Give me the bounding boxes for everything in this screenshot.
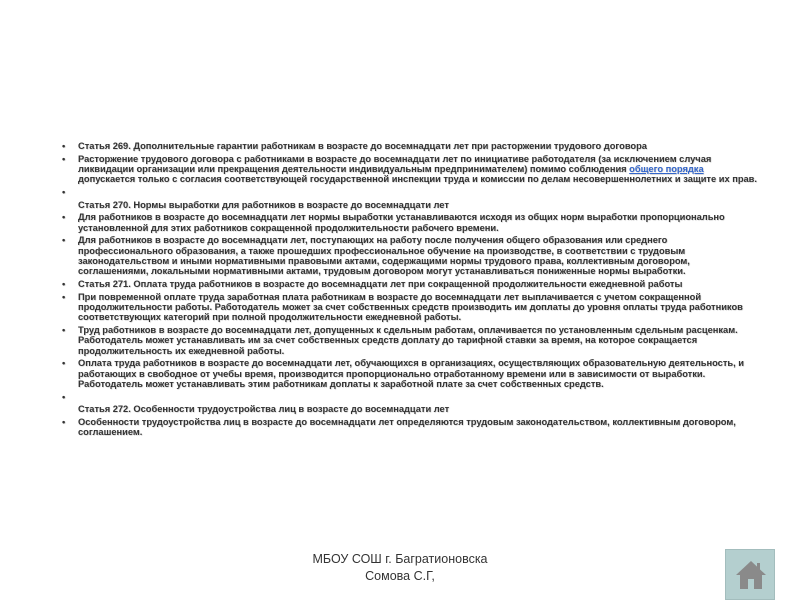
- list-item-text: Статья 271. Оплата труда работников в возрасте до восемнадцати лет при сокращенной продолжительности ежедневной работы: [78, 278, 683, 289]
- list-item-text: Оплата труда работников в возрасте до восемнадцати лет, обучающихся в организациях, осуществляющих образовательную деятельность, и работающих в свободное от учебы время, производится пропорционально отработанному времени или в зависимости от выработки. Работодатель может устанавливать этим работникам доплаты к заработной плате за счет собственных средств.: [78, 358, 744, 390]
- list-item: [62, 325, 762, 356]
- bullet: •: [62, 141, 66, 151]
- list-item-text-continued: допускается только с согласия соответствующей государственной инспекции труда и комиссии по делам несовершеннолетних и защите их прав.: [78, 174, 757, 185]
- list-item-text: Расторжение трудового договора с работниками в возрасте до восемнадцати лет по инициативе работодателя (за исключением случая ликвидации организации или прекращения деятельности индивидуальным предпринимателем) помимо соблюдения: [78, 153, 712, 174]
- list-item-empty: [62, 187, 762, 197]
- list-item-text: Для работников в возрасте до восемнадцати лет нормы выработки устанавливаются исходя из общих норм выработки пропорционально установленной для этих работников сокращенной продолжительности рабочего времени.: [78, 212, 725, 233]
- bullet: •: [62, 324, 66, 335]
- list-item-text: Статья 269. Дополнительные гарантии работникам в возрасте до восемнадцати лет при расторжении трудового договора: [78, 141, 647, 151]
- bullet: •: [62, 358, 66, 369]
- bullet: •: [62, 391, 66, 402]
- bullet: •: [62, 291, 66, 302]
- bullet: •: [62, 212, 66, 223]
- general-procedure-link[interactable]: общего порядка: [629, 164, 704, 174]
- bullet: •: [62, 153, 66, 164]
- bullet: •: [62, 416, 66, 427]
- list-item-empty: [62, 392, 762, 402]
- list-item: [62, 235, 762, 277]
- list-item: [62, 141, 762, 151]
- list-item: [62, 154, 762, 185]
- article-list: [62, 141, 762, 440]
- list-item: [62, 292, 762, 323]
- list-item-text: Особенности трудоустройства лиц в возрасте до восемнадцати лет определяются трудовым законодательством, коллективным договором, соглашением.: [78, 416, 736, 438]
- footer: [290, 551, 510, 585]
- list-item: [62, 279, 762, 289]
- home-button[interactable]: [725, 549, 775, 600]
- list-item-text: Статья 272. Особенности трудоустройства лиц в возрасте до восемнадцати лет: [78, 404, 450, 415]
- bullet: •: [62, 187, 66, 197]
- list-item: [62, 417, 762, 438]
- list-item-text: Труд работников в возрасте до восемнадцати лет, допущенных к сдельным работам, оплачивается по установленным сдельным расценкам. Работодатель может устанавливать им за счет собственных средств доплату до тарифной ставки за время, на которое сокращается продолжительность их ежедневной работы.: [78, 324, 738, 356]
- list-item-text: Для работников в возрасте до восемнадцати лет, поступающих на работу после получения общего образования или среднего профессионального образования, а также прошедших профессиональное обучение на производстве, в соответствии с трудовым законодательством и иными нормативными правовыми актами, содержащими нормы трудового права, коллективным договором, соглашениями, локальными нормативными актами, трудовым договором могут устанавливаться пониженные нормы выработки.: [78, 235, 690, 277]
- bullet: •: [62, 278, 66, 289]
- list-item: [62, 404, 762, 414]
- bullet: •: [62, 235, 66, 246]
- list-item-text: Статья 270. Нормы выработки для работников в возрасте до восемнадцати лет: [78, 199, 449, 210]
- list-item-text: При повременной оплате труда заработная плата работникам в возрасте до восемнадцати лет выплачивается с учетом сокращенной продолжительности работы. Работодатель может за счет собственных средств производить им доплаты до уровня оплаты труда работников соответствующих категорий при полной продолжительности ежедневной работы.: [78, 291, 743, 323]
- footer-author: Сомова С.Г,: [365, 569, 435, 583]
- house-icon: [735, 560, 767, 590]
- list-item: [62, 212, 762, 233]
- list-item: [62, 200, 762, 210]
- list-item: [62, 358, 762, 389]
- footer-school: МБОУ СОШ г. Багратионовска: [312, 552, 488, 566]
